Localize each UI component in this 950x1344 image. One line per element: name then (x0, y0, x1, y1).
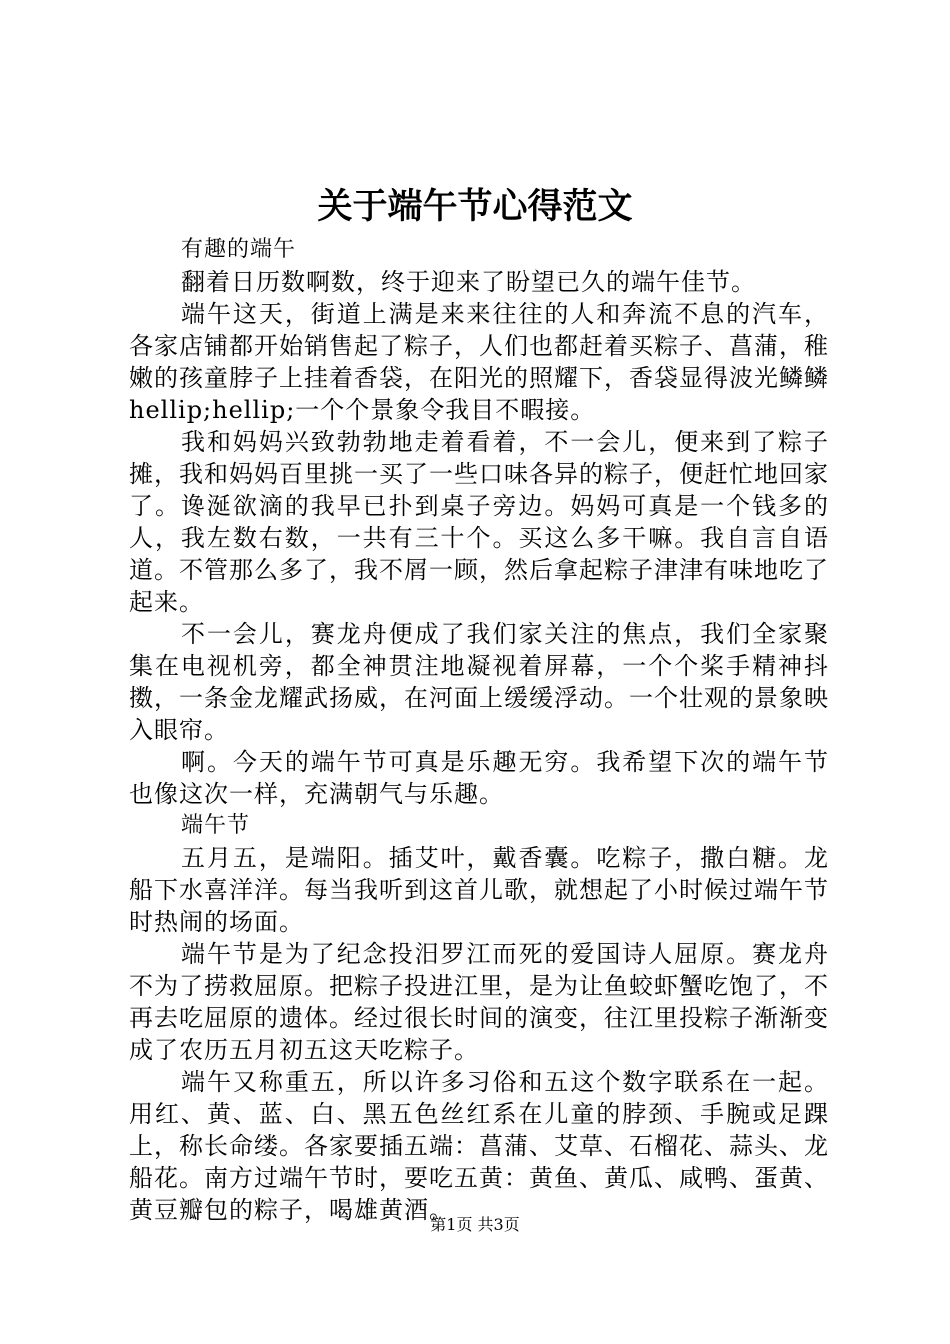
page-title: 关于端午节心得范文 (317, 186, 633, 227)
paragraph: 不一会儿，赛龙舟便成了我们家关注的焦点，我们全家聚集在电视机旁，都全神贯注地凝视着屏幕，一个个桨手精神抖擞，一条金龙耀武扬威，在河面上缓缓浮动。一个壮观的景象映入眼帘。 (129, 620, 829, 744)
paragraph: 端午这天，街道上满是来来往往的人和奔流不息的汽车，各家店铺都开始销售起了粽子，人们也都赶着买粽子、菖蒲，稚嫩的孩童脖子上挂着香袋，在阳光的照耀下，香袋显得波光鳞鳞hellip;hellip;一个个景象令我目不暇接。 (129, 300, 829, 424)
section-heading-dragon-boat-festival: 端午节 (181, 813, 251, 838)
paragraph: 端午又称重五，所以许多习俗和五这个数字联系在一起。用红、黄、蓝、白、黑五色丝红系在儿童的脖颈、手腕或足踝上，称长命缕。各家要插五端：菖蒲、艾草、石榴花、蒜头、龙船花。南方过端午节时，要吃五黄：黄鱼、黄瓜、咸鸭、蛋黄、黄豆瓣包的粽子，喝雄黄酒。 (129, 1068, 829, 1224)
page-number-footer: 第1页 共3页 (430, 1215, 520, 1234)
section-heading-fun-dragon-boat: 有趣的端午 (181, 237, 297, 262)
paragraph: 端午节是为了纪念投汨罗江而死的爱国诗人屈原。赛龙舟不为了捞救屈原。把粽子投进江里，是为让鱼蛟虾蟹吃饱了，不再去吃屈原的遗体。经过很长时间的演变，往江里投粽子渐渐变成了农历五月初五这天吃粽子。 (129, 940, 829, 1064)
paragraph: 翻着日历数啊数，终于迎来了盼望已久的端午佳节。 (181, 268, 756, 296)
document-body (129, 234, 829, 1226)
paragraph: 啊。今天的端午节可真是乐趣无穷。我希望下次的端午节也像这次一样，充满朝气与乐趣。 (129, 748, 829, 808)
paragraph: 五月五，是端阳。插艾叶，戴香囊。吃粽子，撒白糖。龙船下水喜洋洋。每当我听到这首儿歌，就想起了小时候过端午节时热闹的场面。 (129, 844, 829, 936)
paragraph: 我和妈妈兴致勃勃地走着看着，不一会儿，便来到了粽子摊，我和妈妈百里挑一买了一些口味各异的粽子，便赶忙地回家了。谗涎欲滴的我早已扑到桌子旁边。妈妈可真是一个钱多的人，我左数右数，一共有三十个。买这么多干嘛。我自言自语道。不管那么多了，我不屑一顾，然后拿起粽子津津有味地吃了起来。 (129, 428, 829, 616)
